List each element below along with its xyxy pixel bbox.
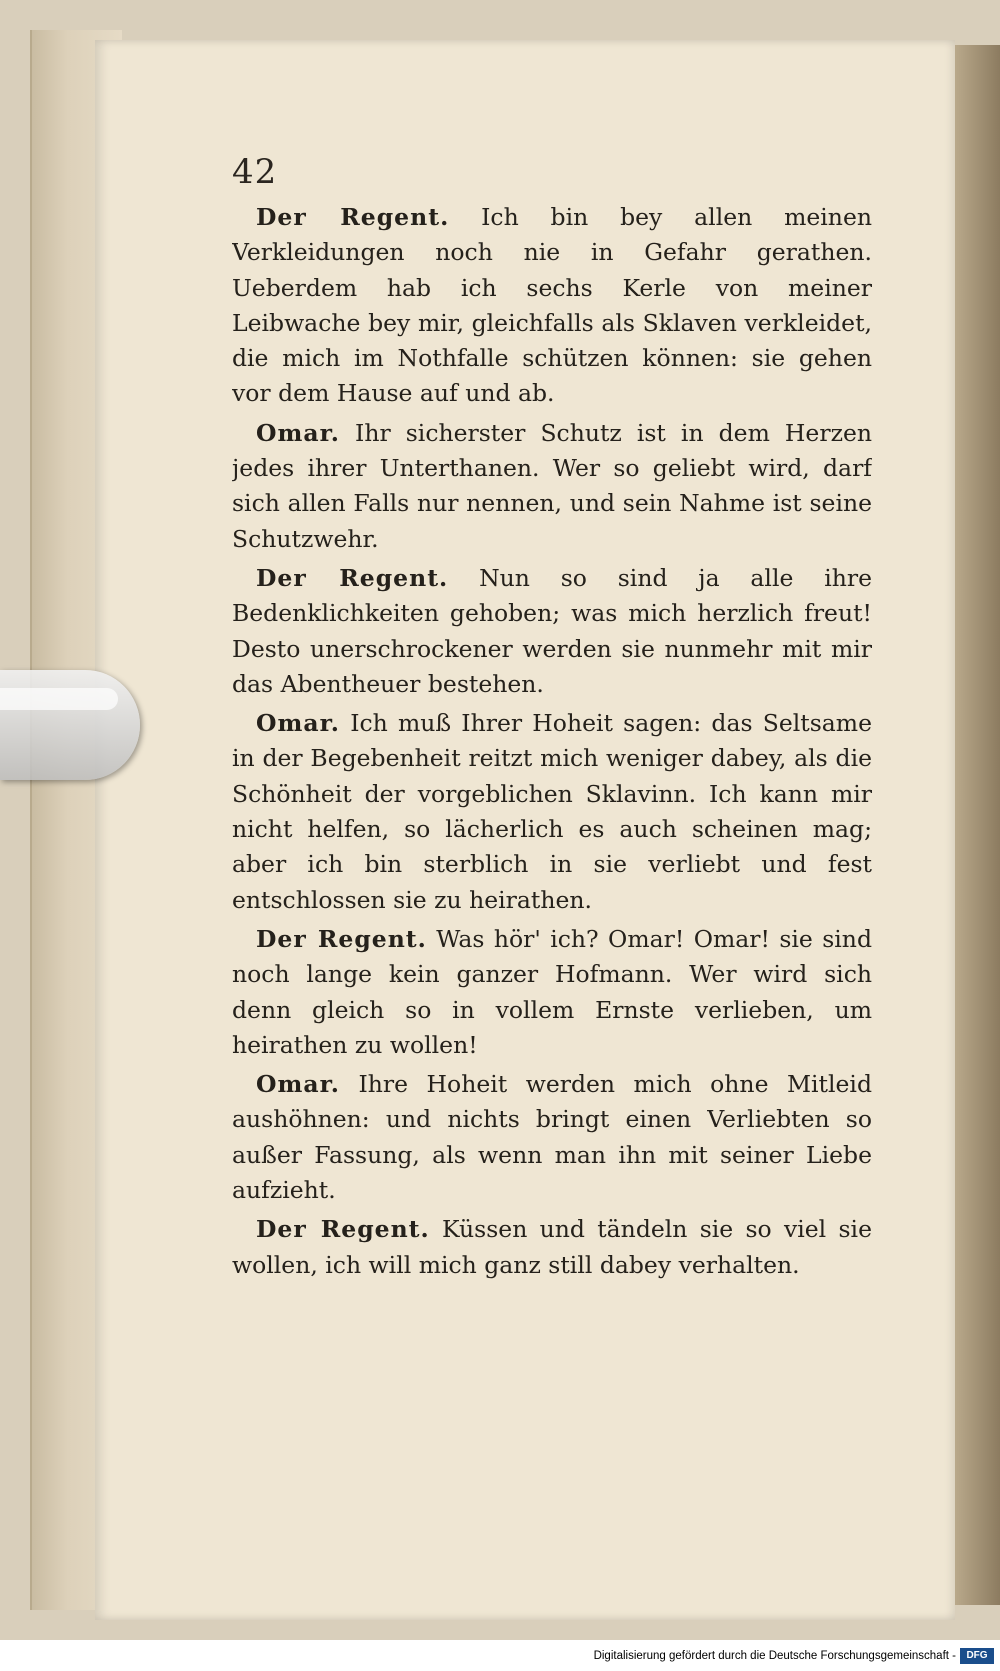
dialogue-text: Ich muß Ihrer Hoheit sagen: das Seltsame in der Begebenheit reitzt mich weniger dabey, als die Schönheit der vorgeblichen Sklavinn. Ich kann mir nicht helfen, so lächerlich es auch scheinen mag; aber ich bin sterblich in sie verliebt und fest entschlossen sie zu heirathen. bbox=[232, 709, 872, 914]
speaker-name: Der Regent. bbox=[256, 203, 450, 231]
speaker-name: Der Regent. bbox=[256, 1215, 430, 1244]
dialogue-text: Was hör' ich? Omar! Omar! sie sind noch lange kein ganzer Hofmann. Wer wird sich denn gleich so in vollem Ernste verlieben, um heirathen zu wollen! bbox=[232, 924, 872, 1059]
speaker-name: Der Regent. bbox=[256, 924, 427, 953]
digitization-credit: Digitalisierung gefördert durch die Deutsche Forschungsgemeinschaft - bbox=[593, 1650, 956, 1662]
page-text bbox=[232, 200, 872, 1320]
dialogue-paragraph bbox=[232, 561, 872, 702]
dialogue-paragraph bbox=[232, 200, 872, 412]
dialogue-text: Ihre Hoheit werden mich ohne Mitleid aushöhnen: und nichts bringt einen Verliebten so außer Fassung, als wenn man ihn mit seiner Liebe aufzieht. bbox=[232, 1070, 872, 1205]
speaker-name: Omar. bbox=[256, 1070, 340, 1099]
dialogue-text: Küssen und tändeln sie so viel sie wollen, ich will mich ganz still dabey verhalten. bbox=[232, 1215, 872, 1279]
speaker-name: Der Regent. bbox=[256, 563, 449, 592]
dialogue-paragraph bbox=[232, 922, 872, 1063]
dialogue-text: Ich bin bey allen meinen Verkleidungen noch nie in Gefahr gerathen. Ueberdem hab ich sechs Kerle von meiner Leibwache bey mir, gleichfalls als Sklaven verkleidet, die mich im Nothfalle schützen können: sie gehen vor dem Hause auf und ab. bbox=[232, 203, 872, 408]
page-holder-clip bbox=[0, 670, 140, 780]
dialogue-text: Nun so sind ja alle ihre Bedenklichkeiten gehoben; was mich herzlich freut! Desto unerschrockener werden sie nunmehr mit mir das Abentheuer bestehen. bbox=[232, 563, 872, 698]
dialogue-text: Ihr sicherster Schutz ist in dem Herzen jedes ihrer Unterthanen. Wer so geliebt wird, darf sich allen Falls nur nennen, und sein Nahme ist seine Schutzwehr. bbox=[232, 418, 872, 553]
speaker-name: Omar. bbox=[256, 709, 340, 738]
dialogue-paragraph bbox=[232, 1212, 872, 1283]
dfg-logo: DFG bbox=[960, 1648, 994, 1664]
speaker-name: Omar. bbox=[256, 418, 340, 447]
page-number: 42 bbox=[232, 152, 278, 192]
right-page-edge bbox=[955, 45, 1000, 1605]
dialogue-paragraph bbox=[232, 706, 872, 918]
dialogue-paragraph bbox=[232, 1067, 872, 1208]
dialogue-paragraph bbox=[232, 416, 872, 557]
